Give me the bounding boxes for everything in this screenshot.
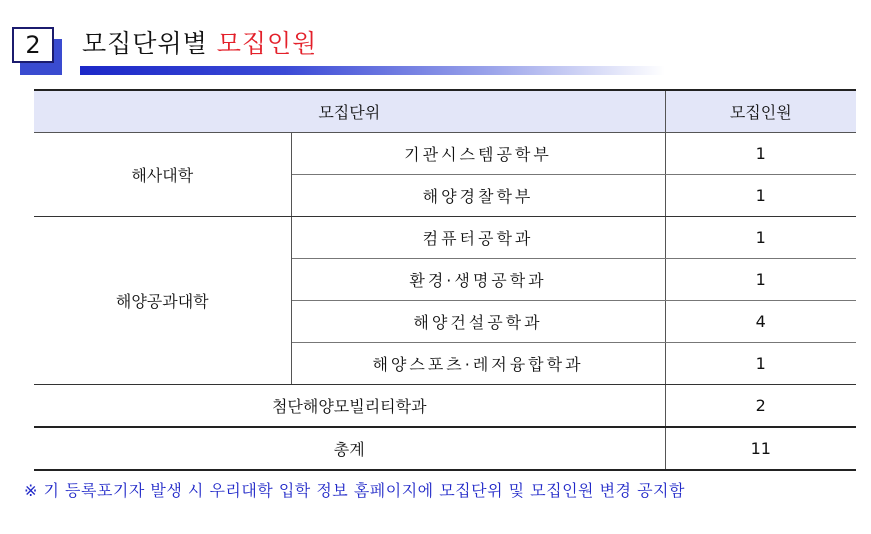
recruitment-table	[34, 89, 856, 471]
header-count: 모집인원	[665, 90, 856, 133]
table-row	[34, 385, 856, 428]
count-cell: 1	[665, 217, 856, 259]
table-header-row	[34, 90, 856, 133]
dept-cell: 기관시스템공학부	[291, 133, 665, 175]
table-row	[34, 217, 856, 259]
count-cell: 1	[665, 133, 856, 175]
section-title-black: 모집단위별	[82, 29, 208, 58]
table-row	[34, 133, 856, 175]
dept-cell: 환경·생명공학과	[291, 259, 665, 301]
dept-cell: 첨단해양모빌리티학과	[34, 385, 665, 428]
college-cell: 해사대학	[34, 133, 291, 217]
total-row	[34, 427, 856, 470]
total-label: 총계	[34, 427, 665, 470]
college-cell: 해양공과대학	[34, 217, 291, 385]
section-number: 2	[12, 27, 54, 63]
footnote: ※ 기 등록포기자 발생 시 우리대학 입학 정보 홈페이지에 모집단위 및 모집인원 변경 공지함	[24, 481, 685, 500]
dept-cell: 해양건설공학과	[291, 301, 665, 343]
count-cell: 1	[665, 343, 856, 385]
header-unit: 모집단위	[34, 90, 665, 133]
count-cell: 1	[665, 259, 856, 301]
count-cell: 1	[665, 175, 856, 217]
heading-underline-bar	[80, 66, 665, 75]
dept-cell: 컴퓨터공학과	[291, 217, 665, 259]
total-count: 11	[665, 427, 856, 470]
section-title-red: 모집인원	[216, 29, 318, 58]
count-cell: 2	[665, 385, 856, 428]
count-cell: 4	[665, 301, 856, 343]
dept-cell: 해양스포츠·레저융합학과	[291, 343, 665, 385]
section-title	[82, 24, 317, 60]
dept-cell: 해양경찰학부	[291, 175, 665, 217]
